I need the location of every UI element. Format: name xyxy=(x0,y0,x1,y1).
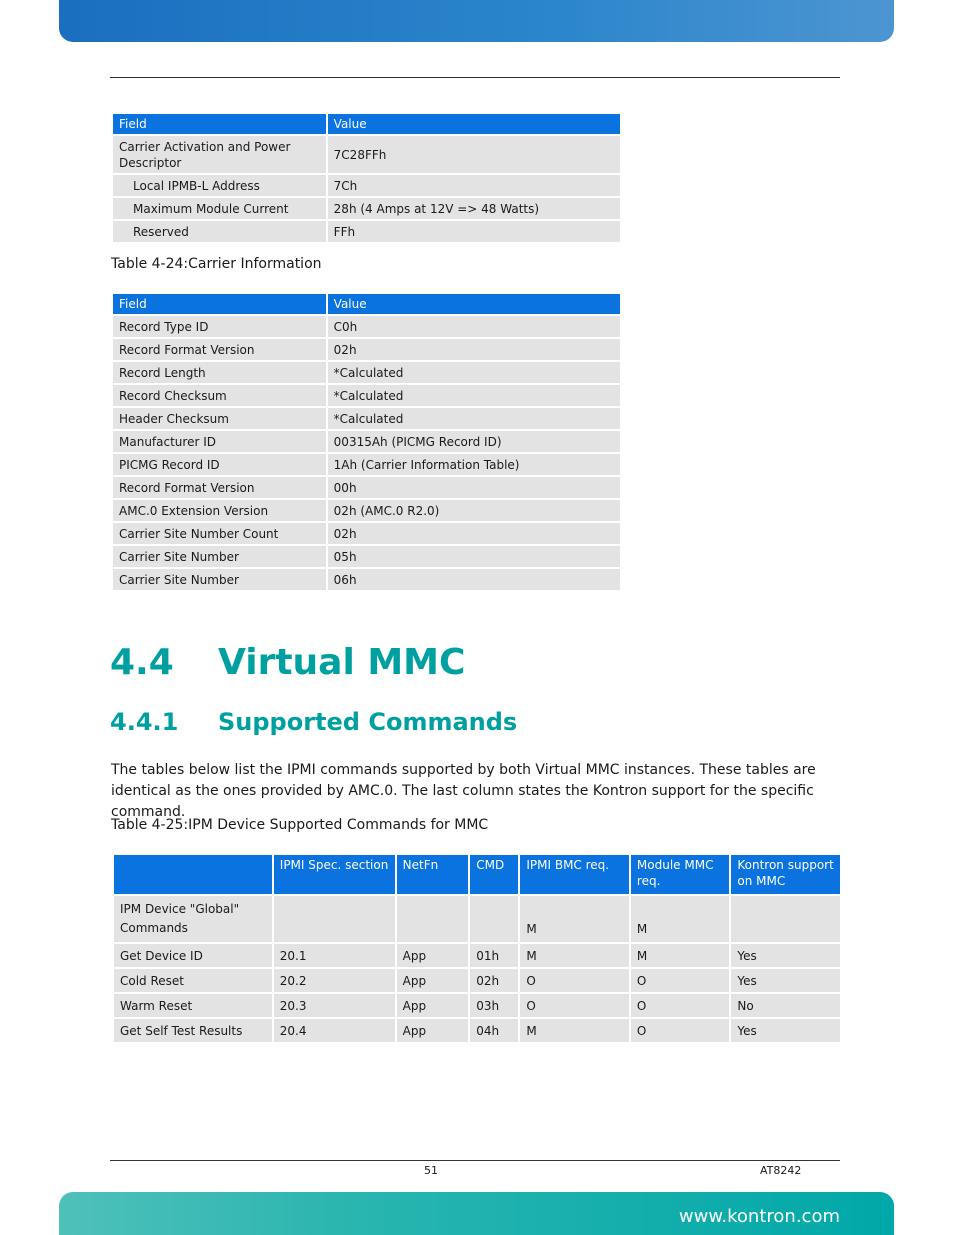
table-cell: 00h xyxy=(328,477,620,498)
table-cell xyxy=(470,896,518,942)
table-row xyxy=(113,523,620,544)
table-cell: 20.1 xyxy=(274,944,395,967)
table-header-row xyxy=(113,294,620,314)
table-cell: 20.4 xyxy=(274,1019,395,1042)
section-title: Virtual MMC xyxy=(218,642,466,683)
table-cell: Reserved xyxy=(113,221,326,242)
column-header: CMD xyxy=(470,855,518,894)
table-cell: M xyxy=(631,944,729,967)
table-cell: M xyxy=(631,896,729,942)
column-header: Field xyxy=(113,114,326,134)
table-cell: C0h xyxy=(328,316,620,337)
table-cell: App xyxy=(397,994,469,1017)
table-cell: No xyxy=(731,994,840,1017)
table-row xyxy=(113,316,620,337)
section-number: 4.4 xyxy=(110,642,174,683)
table-row xyxy=(114,944,840,967)
table-cell: 00315Ah (PICMG Record ID) xyxy=(328,431,620,452)
table-cell: *Calculated xyxy=(328,408,620,429)
subsection-number: 4.4.1 xyxy=(110,708,179,736)
table-cell: Carrier Site Number xyxy=(113,569,326,590)
table-cell: 06h xyxy=(328,569,620,590)
table-cell: 02h xyxy=(328,523,620,544)
table-cell: Local IPMB-L Address xyxy=(113,175,326,196)
table-cell: M xyxy=(520,944,629,967)
column-header: Field xyxy=(113,294,326,314)
table-cell: App xyxy=(397,944,469,967)
table-row xyxy=(113,221,620,242)
table-row xyxy=(113,500,620,521)
table-row xyxy=(114,969,840,992)
table-cell: M xyxy=(520,896,629,942)
table-cell: 1Ah (Carrier Information Table) xyxy=(328,454,620,475)
table-cell: 7Ch xyxy=(328,175,620,196)
table-cell xyxy=(274,896,395,942)
table-cell: 04h xyxy=(470,1019,518,1042)
table-cell: App xyxy=(397,969,469,992)
table-cell: Maximum Module Current xyxy=(113,198,326,219)
table-cell: 7C28FFh xyxy=(328,136,620,173)
table-cell: 03h xyxy=(470,994,518,1017)
table-row xyxy=(113,546,620,567)
table-cell: *Calculated xyxy=(328,385,620,406)
column-header xyxy=(114,855,272,894)
table-row xyxy=(113,385,620,406)
table-cell: Get Device ID xyxy=(114,944,272,967)
table-cell: O xyxy=(520,969,629,992)
table-row xyxy=(113,175,620,196)
table-cell: Record Format Version xyxy=(113,339,326,360)
table-cell: *Calculated xyxy=(328,362,620,383)
column-header: Value xyxy=(328,294,620,314)
column-header: Kontron support on MMC xyxy=(731,855,840,894)
table-row xyxy=(113,362,620,383)
table-cell: FFh xyxy=(328,221,620,242)
carrier-info-table xyxy=(111,112,622,244)
table-caption: Table 4-25:IPM Device Supported Commands for MMC xyxy=(111,817,489,833)
table-cell: O xyxy=(631,969,729,992)
table-cell: O xyxy=(631,994,729,1017)
table-cell: O xyxy=(631,1019,729,1042)
table-cell xyxy=(397,896,469,942)
table-cell: PICMG Record ID xyxy=(113,454,326,475)
subsection-title: Supported Commands xyxy=(218,708,518,736)
table-cell: Record Length xyxy=(113,362,326,383)
table-cell: 02h xyxy=(328,339,620,360)
table-row xyxy=(114,994,840,1017)
table-header-row xyxy=(113,114,620,134)
table-row xyxy=(113,408,620,429)
record-table xyxy=(111,292,622,592)
commands-table xyxy=(112,853,842,1044)
column-header: IPMI Spec. section xyxy=(274,855,395,894)
table-cell: Carrier Activation and Power Descriptor xyxy=(113,136,326,173)
table-row xyxy=(114,896,840,942)
table-row xyxy=(113,339,620,360)
table-cell: Manufacturer ID xyxy=(113,431,326,452)
table-cell xyxy=(731,896,840,942)
table-header-row xyxy=(114,855,840,894)
table-cell: Record Type ID xyxy=(113,316,326,337)
subsection-heading xyxy=(110,708,517,736)
footer-rule xyxy=(110,1160,840,1161)
table-row xyxy=(113,477,620,498)
table-row xyxy=(114,1019,840,1042)
header-rule xyxy=(110,77,840,78)
body-paragraph: The tables below list the IPMI commands supported by both Virtual MMC instances. These tables are identical as the ones provided by AMC.0. The last column states the Kontron support for the specific command. xyxy=(111,762,816,820)
table-cell: Yes xyxy=(731,969,840,992)
table-caption: Table 4-24:Carrier Information xyxy=(111,256,322,272)
bottom-banner xyxy=(59,1192,894,1235)
table-cell: Cold Reset xyxy=(114,969,272,992)
table-row xyxy=(113,136,620,173)
top-banner xyxy=(59,0,894,42)
table-cell: AMC.0 Extension Version xyxy=(113,500,326,521)
column-header: IPMI BMC req. xyxy=(520,855,629,894)
table-row xyxy=(113,198,620,219)
table-cell: Carrier Site Number xyxy=(113,546,326,567)
table-row xyxy=(113,431,620,452)
table-cell: 01h xyxy=(470,944,518,967)
table-cell: Carrier Site Number Count xyxy=(113,523,326,544)
column-header: NetFn xyxy=(397,855,469,894)
table-cell: O xyxy=(520,994,629,1017)
table-cell: Yes xyxy=(731,1019,840,1042)
table-cell: Record Format Version xyxy=(113,477,326,498)
table-cell: IPM Device "Global" Commands xyxy=(114,896,272,942)
section-heading xyxy=(110,642,465,683)
column-header: Module MMC req. xyxy=(631,855,729,894)
table-cell: Yes xyxy=(731,944,840,967)
table-cell: 05h xyxy=(328,546,620,567)
table-cell: 28h (4 Amps at 12V => 48 Watts) xyxy=(328,198,620,219)
table-cell: Warm Reset xyxy=(114,994,272,1017)
table-cell: M xyxy=(520,1019,629,1042)
table-cell: Record Checksum xyxy=(113,385,326,406)
website-link[interactable]: www.kontron.com xyxy=(678,1206,840,1227)
product-name: AT8242 xyxy=(760,1164,802,1177)
table-row xyxy=(113,569,620,590)
page-number: 51 xyxy=(424,1164,438,1177)
table-cell: 20.3 xyxy=(274,994,395,1017)
table-cell: App xyxy=(397,1019,469,1042)
table-row xyxy=(113,454,620,475)
table-cell: 02h xyxy=(470,969,518,992)
table-cell: 20.2 xyxy=(274,969,395,992)
table-cell: Get Self Test Results xyxy=(114,1019,272,1042)
table-cell: 02h (AMC.0 R2.0) xyxy=(328,500,620,521)
table-cell: Header Checksum xyxy=(113,408,326,429)
column-header: Value xyxy=(328,114,620,134)
